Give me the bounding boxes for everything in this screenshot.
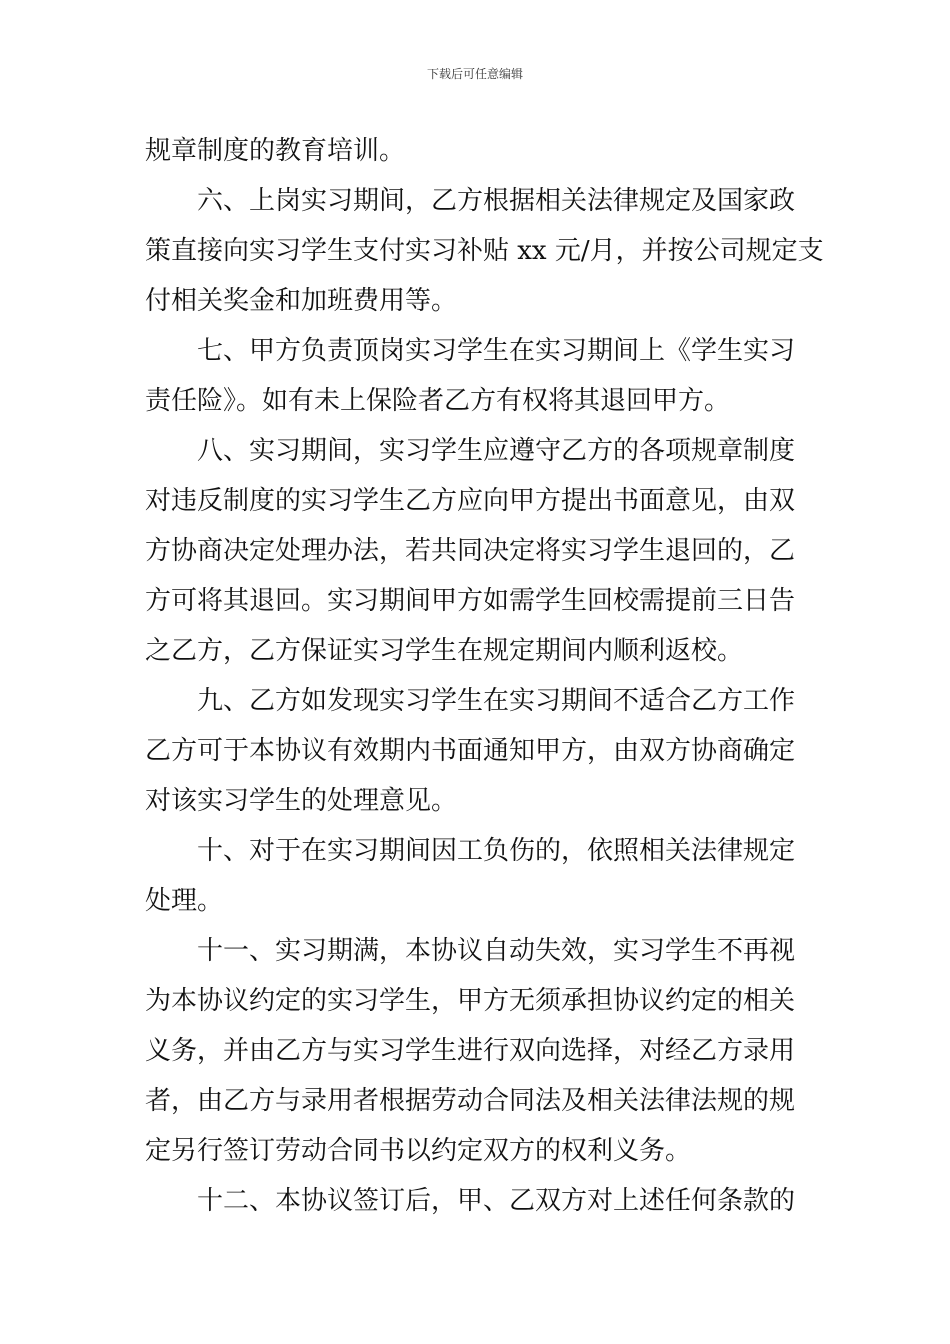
text-line: 责任险》。如有未上保险者乙方有权将其退回甲方。 [145,386,731,416]
text-line-clause-10: 十、对于在实习期间因工负伤的，依照相关法律规定 [197,836,796,866]
text-line: 对违反制度的实习学生乙方应向甲方提出书面意见，由双 [145,486,796,516]
document-body [145,126,824,1226]
text-line-clause-8: 八、实习期间，实习学生应遵守乙方的各项规章制度 [197,436,796,466]
text-line: 乙方可于本协议有效期内书面通知甲方，由双方协商确定 [145,736,796,766]
text-line: 规章制度的教育培训。 [145,136,406,166]
text-line: 义务，并由乙方与实习学生进行双向选择，对经乙方录用 [145,1036,796,1066]
text-line-clause-6: 六、上岗实习期间，乙方根据相关法律规定及国家政 [197,186,796,216]
text-line: 之乙方，乙方保证实习学生在规定期间内顺利返校。 [145,636,744,666]
text-line: 方可将其退回。实习期间甲方如需学生回校需提前三日告 [145,586,796,616]
text-line-clause-7: 七、甲方负责顶岗实习学生在实习期间上《学生实习 [197,336,796,366]
text-line: 方协商决定处理办法，若共同决定将实习学生退回的，乙 [145,536,796,566]
text-line-clause-12: 十二、本协议签订后，甲、乙双方对上述任何条款的 [197,1186,796,1216]
text-line-clause-11: 十一、实习期满，本协议自动失效，实习学生不再视 [197,936,796,966]
text-line: 处理。 [145,886,224,916]
text-line: 策直接向实习学生支付实习补贴 xx 元/月，并按公司规定支 [145,236,824,266]
text-line: 定另行签订劳动合同书以约定双方的权利义务。 [145,1136,692,1166]
text-line: 对该实习学生的处理意见。 [145,786,458,816]
text-line: 为本协议约定的实习学生，甲方无须承担协议约定的相关 [145,986,796,1016]
text-line-clause-9: 九、乙方如发现实习学生在实习期间不适合乙方工作 [197,686,796,716]
download-note-header: 下载后可任意编辑 [426,67,523,81]
text-line: 付相关奖金和加班费用等。 [145,286,458,316]
text-line: 者，由乙方与录用者根据劳动合同法及相关法律法规的规 [145,1086,796,1116]
